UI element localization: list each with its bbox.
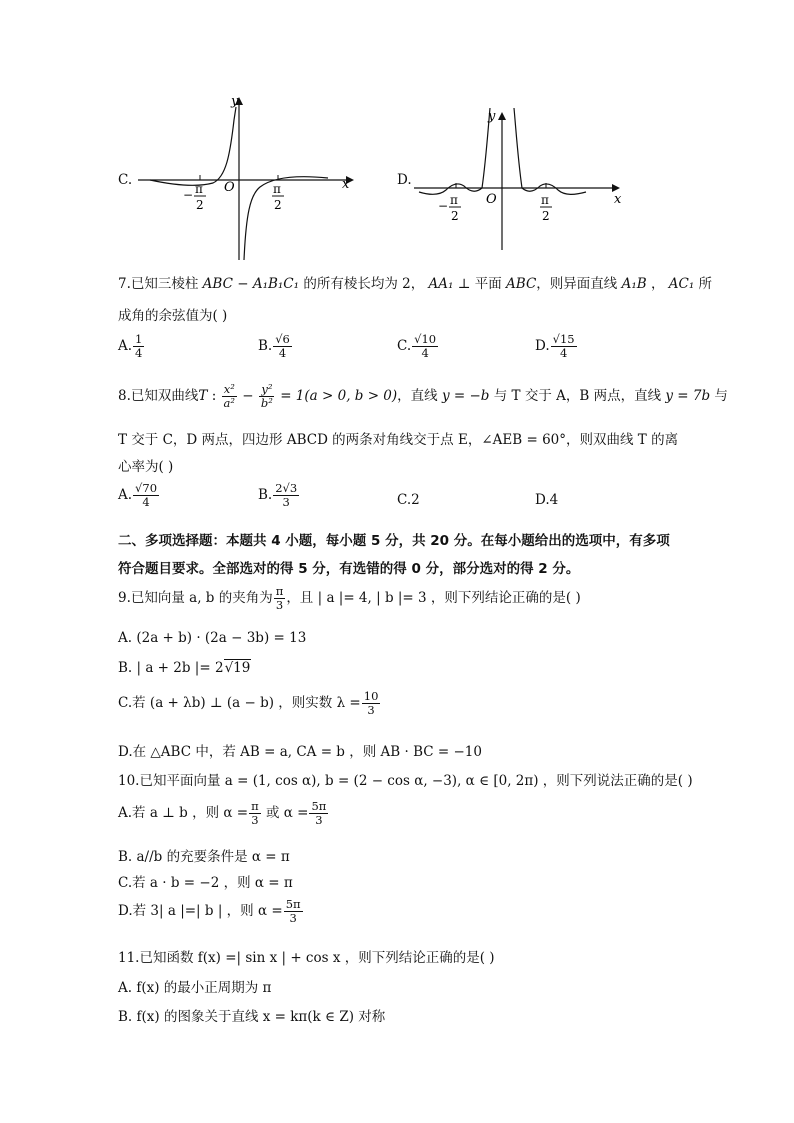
- graph-c: [138, 95, 363, 265]
- q8-option-d: D.4: [535, 492, 559, 508]
- q7-option-c: C. $\frac{√10}{4}$: [397, 332, 437, 361]
- graph-d: [414, 100, 629, 255]
- pi-numerator: π: [273, 182, 281, 196]
- q8-line3: 心率为( ): [118, 459, 174, 475]
- q10-line1: 10.已知平面向量 a = (1, cos α), b = (2 − cos α, −3), α ∈ [0, 2π) ，则下列说法正确的是( ): [118, 773, 693, 789]
- q7-option-a: A. $\frac{1}{4}$: [118, 332, 143, 361]
- pi-denominator: 2: [542, 209, 550, 223]
- q10-option-d: D.若 3| a |=| b | ，则 α = $\frac{5\pi}{3}$: [118, 897, 301, 926]
- q7-option-d: D. $\frac{√15}{4}$: [535, 332, 575, 361]
- q8-option-c: C.2: [397, 492, 420, 508]
- q8-line2: T 交于 C，D 两点，四边形 ABCD 的两条对角线交于点 E，∠AEB = 60°，则双曲线 T 的离: [118, 432, 679, 448]
- pi-denominator: 2: [274, 198, 282, 212]
- origin-label: O: [486, 192, 497, 207]
- curve-left-branch: [150, 107, 236, 185]
- neg-pi-denominator: 2: [196, 198, 204, 212]
- q9-option-d: D.在 △ABC 中，若 AB = a, CA = b ，则 AB · BC = −10: [118, 744, 482, 760]
- y-axis-label: y: [488, 109, 496, 124]
- pi-numerator: π: [541, 193, 549, 207]
- neg-pi-numerator: π: [195, 182, 203, 196]
- q11-option-b: B. f(x) 的图象关于直线 x = kπ(k ∈ Z) 对称: [118, 1009, 386, 1025]
- q9-option-a: A. (2a + b) · (2a − 3b) = 13: [118, 630, 307, 646]
- curve-left-branch: [419, 108, 490, 194]
- q7-line1: 7.已知三棱柱 ABC − A₁B₁C₁ 的所有棱长均为 2， AA₁ ⊥ 平面 ABC，则异面直线 A₁B ， AC₁ 所: [118, 276, 713, 292]
- section2-line2: 符合题目要求。全部选对的得 5 分，有选错的得 0 分，部分选对的得 2 分。: [118, 561, 580, 577]
- x-axis-arrow: [612, 184, 620, 192]
- q8-option-b: B. $\frac{2√3}{3}$: [258, 481, 298, 510]
- q10-option-a: A.若 a ⊥ b ，则 α = $\frac{\pi}{3}$ 或 α = $\frac{5\pi}{3}$: [118, 799, 327, 828]
- q11-line1: 11.已知函数 f(x) =| sin x | + cos x ，则下列结论正确的是( ): [118, 950, 495, 966]
- q7-option-b: B. $\frac{√6}{4}$: [258, 332, 290, 361]
- q8-option-a: A. $\frac{√70}{4}$: [118, 481, 158, 510]
- neg-sign: −: [183, 188, 194, 202]
- curve-right-branch: [244, 177, 328, 260]
- y-axis-label: y: [231, 95, 239, 109]
- curve-right-branch: [514, 108, 586, 194]
- section2-line1: 二、多项选择题：本题共 4 小题，每小题 5 分，共 20 分。在每小题给出的选项中，有多项: [118, 533, 670, 549]
- q9-option-b: B. | a + 2b |= 2√19: [118, 660, 251, 676]
- option-d-label: D.: [397, 172, 412, 188]
- q11-option-a: A. f(x) 的最小正周期为 π: [118, 980, 272, 996]
- x-axis-label: x: [614, 192, 622, 207]
- q8-line1: 8.已知双曲线T : $\frac{\text{x²}}{\text{a²}}$ − $\frac{\text{y²}}{\text{b²}}$ = 1(a > 0, b > 0)，直线 y = −b 与 T 交于 A，B 两点，直线 y = 7b 与: [118, 382, 728, 411]
- q9-option-c: C.若 (a + λb) ⊥ (a − b) ，则实数 λ = $\frac{10}{3}$: [118, 689, 379, 718]
- neg-sign: −: [438, 199, 449, 213]
- q10-option-b: B. a//b 的充要条件是 α = π: [118, 849, 290, 865]
- neg-pi-numerator: π: [450, 193, 458, 207]
- q7-line2: 成角的余弦值为( ): [118, 308, 228, 324]
- x-axis-label: x: [342, 177, 350, 192]
- origin-label: O: [224, 180, 235, 195]
- q9-line1: 9.已知向量 a, b 的夹角为 $\frac{\pi}{3}$ ，且 | a |= 4, | b |= 3 ，则下列结论正确的是( ): [118, 584, 581, 613]
- q10-option-c: C.若 a · b = −2 ，则 α = π: [118, 875, 293, 891]
- option-c-label: C.: [118, 172, 133, 188]
- neg-pi-denominator: 2: [451, 209, 459, 223]
- y-axis-arrow: [498, 112, 506, 120]
